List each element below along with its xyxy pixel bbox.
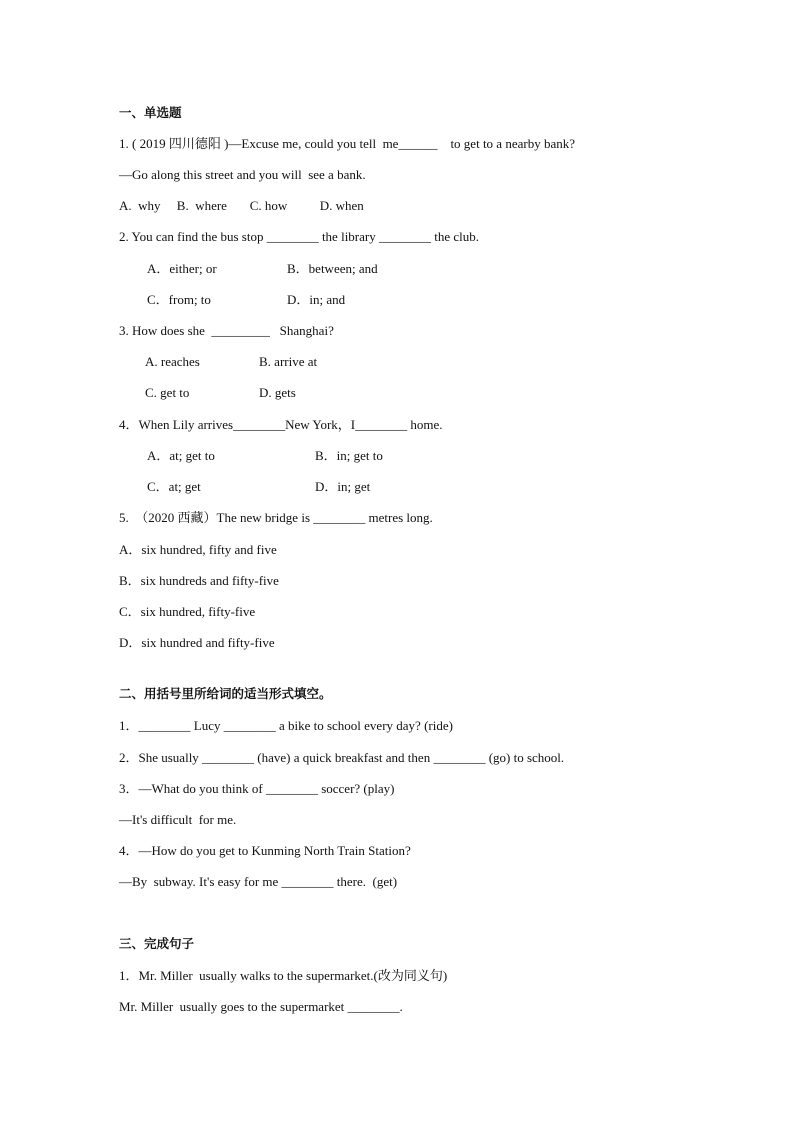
question-2-option-c: C．from; to bbox=[147, 292, 211, 307]
sentence-question-1: 1．Mr. Miller usually walks to the supermarket.(改为同义句) bbox=[119, 968, 448, 983]
section-heading-2: 二、用括号里所给词的适当形式填空。 bbox=[119, 686, 332, 701]
question-3-option-a: A. reaches bbox=[145, 354, 200, 369]
section-heading-3: 三、完成句子 bbox=[119, 936, 195, 951]
question-5-option-c: C．six hundred, fifty-five bbox=[119, 604, 256, 619]
question-5-option-a: A．six hundred, fifty and five bbox=[119, 542, 277, 557]
question-4-option-c: C．at; get bbox=[147, 479, 201, 494]
fill-question-4-reply: —By subway. It's easy for me ________ there. (get) bbox=[119, 874, 398, 889]
question-4-stem: 4．When Lily arrives________New York，I________ home. bbox=[119, 417, 443, 432]
fill-question-1: 1．________ Lucy ________ a bike to school every day? (ride) bbox=[119, 718, 453, 733]
question-4-option-d: D．in; get bbox=[315, 479, 371, 494]
question-2-option-b: B．between; and bbox=[287, 261, 378, 276]
question-5-stem: 5. （2020 西藏）The new bridge is ________ metres long. bbox=[119, 510, 433, 525]
question-1-options: A. why B. where C. how D. when bbox=[119, 198, 364, 213]
sentence-question-1-answer: Mr. Miller usually goes to the supermarket ________. bbox=[119, 999, 403, 1014]
fill-question-3: 3．—What do you think of ________ soccer? (play) bbox=[119, 781, 395, 796]
question-3-option-b: B. arrive at bbox=[259, 354, 318, 369]
question-2-option-d: D．in; and bbox=[287, 292, 346, 307]
question-2-option-a: A．either; or bbox=[147, 261, 217, 276]
question-3-option-d: D. gets bbox=[259, 385, 296, 400]
question-5-option-d: D．six hundred and fifty-five bbox=[119, 635, 275, 650]
question-3-option-c: C. get to bbox=[145, 385, 190, 400]
question-1-line2: —Go along this street and you will see a bank. bbox=[119, 167, 366, 182]
question-4-option-b: B．in; get to bbox=[315, 448, 383, 463]
fill-question-2: 2．She usually ________ (have) a quick breakfast and then ________ (go) to school. bbox=[119, 750, 565, 765]
fill-question-4: 4．—How do you get to Kunming North Train Station? bbox=[119, 843, 411, 858]
question-3-stem: 3. How does she _________ Shanghai? bbox=[119, 323, 334, 338]
question-5-option-b: B．six hundreds and fifty-five bbox=[119, 573, 279, 588]
question-2-stem: 2. You can find the bus stop ________ the library ________ the club. bbox=[119, 229, 479, 244]
question-4-option-a: A．at; get to bbox=[147, 448, 215, 463]
fill-question-3-reply: —It's difficult for me. bbox=[119, 812, 237, 827]
question-1-stem: 1. ( 2019 四川德阳 )—Excuse me, could you tell me______ to get to a nearby bank? bbox=[119, 136, 575, 151]
section-heading-1: 一、单选题 bbox=[119, 105, 182, 120]
